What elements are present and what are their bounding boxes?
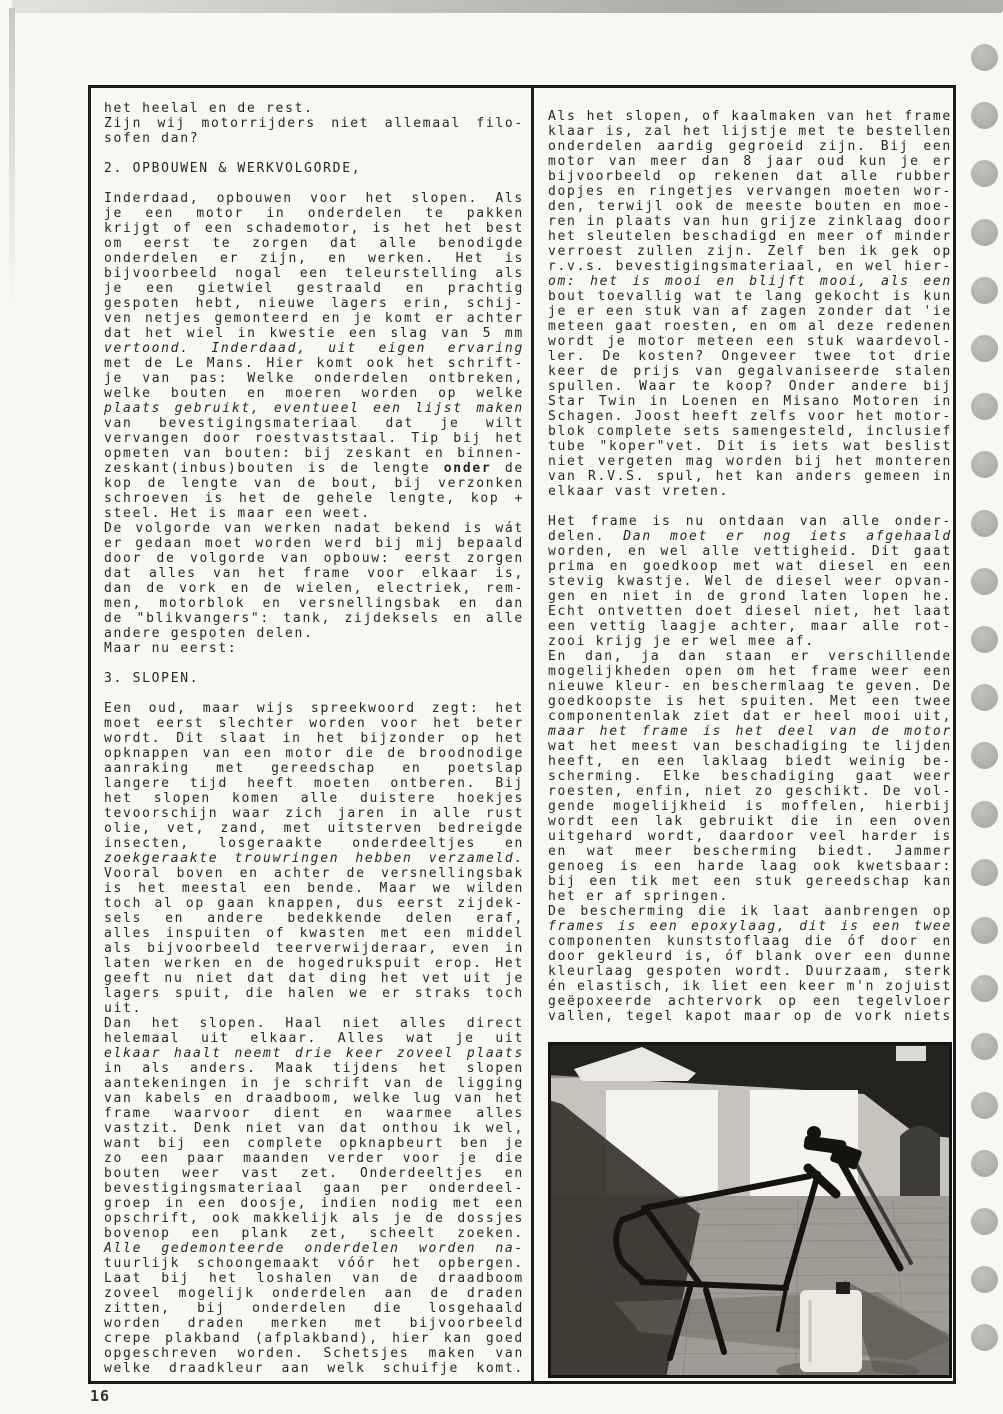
- binder-hole: [971, 801, 998, 828]
- binder-hole: [971, 160, 998, 187]
- paragraph: [104, 101, 524, 146]
- text-line: alles inspuiten of kwasten met een middel: [104, 926, 524, 941]
- text-line: den, terwijl ook de meeste bouten en moe-: [548, 199, 952, 214]
- right-column: [548, 109, 952, 1378]
- text-line: bovenop een plank zet, scheelt zoeken.: [104, 1226, 524, 1241]
- text-line: want bij een complete opknapbeurt ben je: [104, 1136, 524, 1151]
- text-line: componenten kunststoflaag die óf door en: [548, 934, 952, 949]
- binder-hole: [971, 393, 998, 420]
- text-line: zoveel mogelijk onderdelen aan de draden: [104, 1286, 524, 1301]
- binder-hole: [971, 219, 998, 246]
- text-line: crepe plakband (afplakband), hier kan goed: [104, 1331, 524, 1346]
- text-line: plaats gebruikt, eventueel een lijst maken: [104, 401, 524, 416]
- text-line: Laat bij het loshalen van de draadboom: [104, 1271, 524, 1286]
- text-line: in als anders. Maak tijdens het slopen: [104, 1061, 524, 1076]
- text-line: zo een paar maanden verder voor je die: [104, 1151, 524, 1166]
- binder-hole: [971, 1266, 998, 1293]
- binder-hole: [971, 568, 998, 595]
- section-heading: [104, 161, 524, 176]
- text-line: Dan het slopen. Haal niet alles direct: [104, 1016, 524, 1031]
- text-line: je een motor in onderdelen te pakken: [104, 206, 524, 221]
- text-line: meteen gaat roesten, en om al deze redenen: [548, 319, 952, 334]
- text-line: geëpoxeerde achtervork op een tegelvloer: [548, 994, 952, 1009]
- text-line: een vettig laagje achter, maar alle rot-: [548, 619, 952, 634]
- text-line: vertoond. Inderdaad, uit eigen ervaring: [104, 341, 524, 356]
- text-line: blok complete sets samengesteld, inclusief: [548, 424, 952, 439]
- text-line: vastzit. Denk niet van dat onthou ik wel,: [104, 1121, 524, 1136]
- text-line: Een oud, maar wijs spreekwoord zegt: het: [104, 701, 524, 716]
- binder-hole: [971, 1324, 998, 1351]
- text-line: delen. Dan moet er nog iets afgehaald: [548, 529, 952, 544]
- text-line: aanraking met gereedschap en poetslap: [104, 761, 524, 776]
- text-line: bij een tik met een stuk gereedschap kan: [548, 874, 952, 889]
- text-line: onderdelen er zijn, en werken. Het is: [104, 251, 524, 266]
- text-line: uit.: [104, 1001, 143, 1016]
- scan-edge-left: [9, 8, 15, 308]
- text-line: opgeschreven worden. Schetsjes maken van: [104, 1346, 524, 1361]
- text-line: ren in plaats van hun grijze zinklaag door: [548, 214, 952, 229]
- binder-hole: [971, 335, 998, 362]
- text-line: wordt je motor meteen een stuk waardevol-: [548, 334, 952, 349]
- text-line: zeskant(inbus)bouten is de lengte onder de: [104, 461, 524, 476]
- motorcycle-frame-photo: [548, 1042, 952, 1378]
- text-line: verroest zullen zijn. Zelf ben ik gek op: [548, 244, 952, 259]
- text-line: aantekeningen in je schrift van de ligging: [104, 1076, 524, 1091]
- text-line: groep in een doosje, indien nodig met een: [104, 1196, 524, 1211]
- text-line: stevig kwastje. Wel de diesel weer opvan-: [548, 574, 952, 589]
- text-line: er gedaan moet worden werd bij mij bepaald: [104, 536, 524, 551]
- text-line: zitten, bij onderdelen die losgehaald: [104, 1301, 524, 1316]
- text-line: dopjes en ringetjes vervangen moeten wor-: [548, 184, 952, 199]
- binder-hole: [971, 859, 998, 886]
- text-line: nieuwe kleur- en beschermlaag te geven. De: [548, 679, 952, 694]
- text-line: je een gietwiel gestraald en prachtig: [104, 281, 524, 296]
- text-line: Maar nu eerst:: [104, 641, 238, 656]
- text-line: vallen, tegel kapot maar op de vork niets: [548, 1009, 952, 1024]
- text-line: scherming. Elke beschadiging gaat weer: [548, 769, 952, 784]
- binder-hole: [971, 1208, 998, 1235]
- text-line: dat alles van het frame voor elkaar is,: [104, 566, 524, 581]
- text-line: En dan, ja dan staan er verschillende: [548, 649, 952, 664]
- text-line: het slopen komen alle duistere hoekjes: [104, 791, 524, 806]
- text-line: schroeven is het de gehele lengte, kop +: [104, 491, 524, 506]
- text-line: zooi krijg je er wel mee af.: [548, 634, 815, 649]
- text-line: het sleutelen beschadigd en meer of minder: [548, 229, 952, 244]
- text-line: ler. De kosten? Ongeveer twee tot drie: [548, 349, 952, 364]
- text-line: bout toevallig wat te lang gekocht is kun: [548, 289, 952, 304]
- text-line: Alle gedemonteerde onderdelen worden na-: [104, 1241, 524, 1256]
- text-line: men, motorblok en versnellingsbak en dan: [104, 596, 524, 611]
- content-frame: [88, 85, 956, 1384]
- text-line: lagers spuit, die halen we er straks toch: [104, 986, 524, 1001]
- paragraph: [548, 109, 952, 499]
- text-line: wordt een lak gebruikt die in een oven: [548, 814, 952, 829]
- paragraph: [104, 191, 524, 656]
- page-number: 16: [90, 1387, 111, 1405]
- text-line: van R.V.S. spul, het kan anders gemeen in: [548, 469, 952, 484]
- text-line: goedkoopste is het spuiten. Met een twee: [548, 694, 952, 709]
- text-line: tube "koper"vet. Dit is iets wat beslist: [548, 439, 952, 454]
- text-line: elkaar haalt neemt drie keer zoveel plaats: [104, 1046, 524, 1061]
- binder-hole: [971, 510, 998, 537]
- text-line: Vooral boven en achter de versnellingsbak: [104, 866, 524, 881]
- text-line: insecten, losgeraakte onderdeeltjes en: [104, 836, 524, 851]
- text-line: Het frame is nu ontdaan van alle onder-: [548, 514, 952, 529]
- text-line: is het meestal een bende. Maar we wilden: [104, 881, 524, 896]
- text-line: onderdelen aardig gegroeid zijn. Bij een: [548, 139, 952, 154]
- text-line: wat het meest van beschadiging te lijden: [548, 739, 952, 754]
- binder-hole: [971, 102, 998, 129]
- text-line: bijvoorbeeld op rekenen dat alle rubber: [548, 169, 952, 184]
- text-line: moet eerst slechter worden voor het beter: [104, 716, 524, 731]
- binder-hole: [971, 917, 998, 944]
- section-heading: [104, 671, 524, 686]
- text-line: motor van meer dan 8 jaar oud kun je er: [548, 154, 952, 169]
- text-line: gen en niet in de grond laten lopen he.: [548, 589, 952, 604]
- text-line: van kabels en draadboom, welke lug van het: [104, 1091, 524, 1106]
- text-line: andere gespoten delen.: [104, 626, 314, 641]
- paragraph: [548, 514, 952, 1024]
- text-line: om: het is mooi en blijft mooi, als een: [548, 274, 952, 289]
- text-line: dat het wiel in kwestie een slag van 5 mm: [104, 326, 524, 341]
- text-line: én elastisch, ik liet een keer m'n zojuist: [548, 979, 952, 994]
- text-line: De bescherming die ik laat aanbrengen op: [548, 904, 952, 919]
- text-line: vervangen door roestvaststaal. Tip bij het: [104, 431, 524, 446]
- text-line: en wat meer bescherming biedt. Jammer: [548, 844, 952, 859]
- text-line: steel. Het is maar een weet.: [104, 506, 371, 521]
- text-line: ven netjes gemonteerd en je komt er achter: [104, 311, 524, 326]
- text-line: gende mogelijkheid is moffelen, hierbij: [548, 799, 952, 814]
- text-line: De volgorde van werken nadat bekend is wát: [104, 521, 524, 536]
- text-line: geeft nu niet dat dat ding het vet uit je: [104, 971, 524, 986]
- text-line: tuurlijk schoongemaakt vóór het opbergen.: [104, 1256, 524, 1271]
- text-line: componentenlak ziet dat er heel mooi uit,: [548, 709, 952, 724]
- text-line: uitgehard wordt, daardoor veel harder is: [548, 829, 952, 844]
- text-line: met de Le Mans. Hier komt ook het schrift-: [104, 356, 524, 371]
- text-line: dan de vork en de wielen, electriek, rem-: [104, 581, 524, 596]
- binder-hole: [971, 451, 998, 478]
- text-line: r.v.s. bevestigingsmateriaal, en wel hier-: [548, 259, 952, 274]
- text-line: mogelijkheden open om het frame weer een: [548, 664, 952, 679]
- binder-hole: [971, 684, 998, 711]
- binder-hole: [971, 1092, 998, 1119]
- column-divider: [531, 88, 534, 1381]
- text-line: als bijvoorbeeld teerverwijderaar, even in: [104, 941, 524, 956]
- text-line: sels en andere bedekkende delen eraf,: [104, 911, 524, 926]
- text-line: kleurlaag gespoten wordt. Duurzaam, sterk: [548, 964, 952, 979]
- text-line: het er af springen.: [548, 889, 730, 904]
- text-line: frames is een epoxylaag, dit is een twee: [548, 919, 952, 934]
- text-line: keer de prijs van gegalvaniseerde stalen: [548, 364, 952, 379]
- text-line: bevestigingsmateriaal gaan per onderdeel-: [104, 1181, 524, 1196]
- text-line: je van pas: Welke onderdelen ontbreken,: [104, 371, 524, 386]
- text-line: welke bouten en moeren worden op welke: [104, 386, 524, 401]
- text-line: de "blikvangers": tank, zijdeksels en alle: [104, 611, 524, 626]
- text-line: opknappen van een motor die de broodnodige: [104, 746, 524, 761]
- text-line: 3. SLOPEN.: [104, 671, 200, 686]
- text-line: heeft, en een laklaag biedt weinig be-: [548, 754, 952, 769]
- text-line: frame waarvoor dient en waarmee alles: [104, 1106, 524, 1121]
- left-column: [104, 101, 524, 1376]
- text-line: door de volgorde van opbouw: eerst zorgen: [104, 551, 524, 566]
- binder-hole: [971, 1033, 998, 1060]
- text-line: Star Twin in Loenen en Misano Motoren in: [548, 394, 952, 409]
- text-line: zoekgeraakte trouwringen hebben verzameld.: [104, 851, 524, 866]
- text-line: langere tijd heeft moeten ontberen. Bij: [104, 776, 524, 791]
- text-line: Zijn wij motorrijders niet allemaal filo-: [104, 116, 524, 131]
- text-line: krijgt of een schademotor, is het het best: [104, 221, 524, 236]
- binder-hole: [971, 277, 998, 304]
- text-line: genoeg is een harde laag ook kwetsbaar:: [548, 859, 952, 874]
- text-line: opmeten van bouten: bij zeskant en binnen-: [104, 446, 524, 461]
- text-line: helemaal uit elkaar. Alles wat je uit: [104, 1031, 524, 1046]
- text-line: sofen dan?: [104, 131, 200, 146]
- text-line: spullen. Waar te koop? Onder andere bij: [548, 379, 952, 394]
- binder-hole: [971, 1150, 998, 1177]
- text-line: laten werken en de hogedrukspuit erop. Het: [104, 956, 524, 971]
- text-line: toch al op gaan knappen, dus eerst zijdek-: [104, 896, 524, 911]
- scan-edge-top: [12, 0, 1003, 13]
- text-line: Echt ontvetten doet diesel niet, het laat: [548, 604, 952, 619]
- text-line: Schagen. Joost heeft zelfs voor het motor-: [548, 409, 952, 424]
- text-line: tevoorschijn waar zich jaren in alle rust: [104, 806, 524, 821]
- text-line: om eerst te zorgen dat alle benodigde: [104, 236, 524, 251]
- text-line: welke draadkleur aan welk schuifje komt.: [104, 1361, 524, 1376]
- binder-hole: [971, 742, 998, 769]
- binder-hole: [971, 626, 998, 653]
- photo-block: [548, 1042, 952, 1378]
- text-line: worden, en wel alle vettigheid. Dit gaat: [548, 544, 952, 559]
- text-line: kop de lengte van de bout, bij verzonken: [104, 476, 524, 491]
- text-line: bijvoorbeeld nogal een teleurstelling als: [104, 266, 524, 281]
- text-line: elkaar vast vreten.: [548, 484, 730, 499]
- binder-hole: [971, 975, 998, 1002]
- text-line: prima en goedkoop met wat diesel en een: [548, 559, 952, 574]
- text-line: olie, vet, zand, met uitsterven bedreigde: [104, 821, 524, 836]
- text-line: door gekleurd is, óf blank over een dunne: [548, 949, 952, 964]
- text-line: klaar is, zal het lijstje met te bestellen: [548, 124, 952, 139]
- text-line: van bevestigingsmateriaal dat je wilt: [104, 416, 524, 431]
- text-line: gespoten hebt, nieuwe lagers erin, schij-: [104, 296, 524, 311]
- text-line: 2. OPBOUWEN & WERKVOLGORDE,: [104, 161, 362, 176]
- text-line: worden draden merken met bijvoorbeeld: [104, 1316, 524, 1331]
- text-line: niet vergeten mag worden bij het monteren: [548, 454, 952, 469]
- paragraph: [104, 701, 524, 1376]
- text-line: maar het frame is het deel van de motor: [548, 724, 952, 739]
- text-line: roesten, enfin, niet zo geschikt. De vol-: [548, 784, 952, 799]
- text-line: Inderdaad, opbouwen voor het slopen. Als: [104, 191, 524, 206]
- binder-hole: [971, 44, 998, 71]
- text-line: wordt. Dit slaat in het bijzonder op het: [104, 731, 524, 746]
- text-line: opschrift, ook makkelijk als je de dossjes: [104, 1211, 524, 1226]
- text-line: bouten weer vast zet. Onderdeeltjes en: [104, 1166, 524, 1181]
- text-line: Als het slopen, of kaalmaken van het frame: [548, 109, 952, 124]
- text-line: je er een stuk van af zagen zonder dat 'ie: [548, 304, 952, 319]
- text-line: het heelal en de rest.: [104, 101, 314, 116]
